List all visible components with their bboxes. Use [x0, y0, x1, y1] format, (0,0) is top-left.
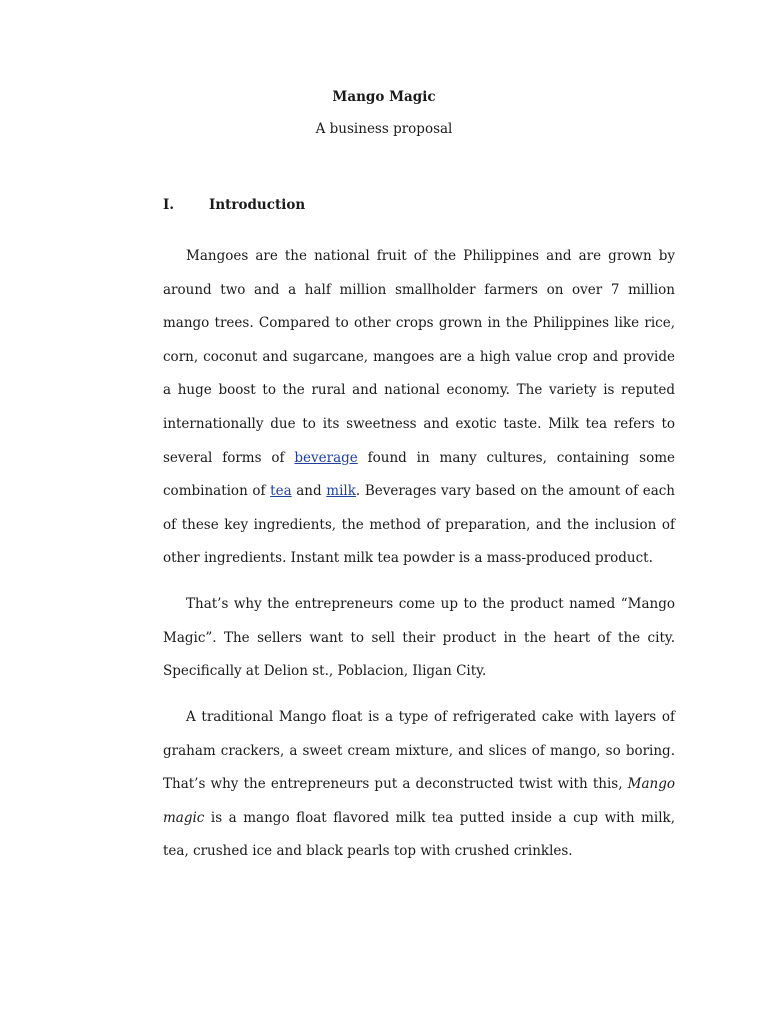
section-title: Introduction — [209, 197, 306, 213]
paragraph-text: is a mango float flavored milk tea putted inside a cup with milk, tea, crushed ice and black pearls top with crushed crinkles. — [163, 809, 675, 859]
tea-link[interactable]: tea — [270, 483, 292, 500]
beverage-link[interactable]: beverage — [294, 449, 358, 466]
product-paragraph — [163, 588, 675, 689]
section-number: I. — [163, 197, 175, 213]
paragraph-text: A traditional Mango float is a type of refrigerated cake with layers of graham crackers, a sweet cream mixture, and slices of mango, so boring. That’s why the entrepreneurs put a deconstructed twist with this, — [163, 709, 675, 792]
document-title: Mango Magic — [332, 89, 436, 105]
paragraph-text: found in many cultures, containing some combination of — [163, 449, 675, 500]
paragraph-text: and — [291, 483, 327, 500]
introduction-paragraph — [163, 240, 675, 576]
mango-float-paragraph — [163, 701, 675, 869]
document-subtitle: A business proposal — [315, 121, 453, 137]
paragraph-text: That’s why the entrepreneurs come up to the product named “Mango Magic”. The sellers want to sell their product in the heart of the city. Specifically at Delion st., Poblacion, Iligan City. — [163, 596, 675, 679]
mango-magic-emphasis: Mango magic — [163, 776, 675, 826]
paragraph-text: . Beverages vary based on the amount of each of these key ingredients, the method of preparation, and the inclusion of other ingredients. Instant milk tea powder is a mass-produced product. — [163, 483, 675, 567]
milk-link[interactable]: milk — [326, 483, 356, 500]
section-heading — [163, 195, 683, 215]
paragraph-text: Mangoes are the national fruit of the Philippines and are grown by around two and a half million smallholder farmers on over 7 million mango trees. Compared to other crops grown in the Philippines like rice, corn, coconut and sugarcane, mangoes are a high value crop and provide a huge boost to the rural and national economy. The variety is reputed internationally due to its sweetness and exotic taste. Milk tea refers to several forms of — [163, 248, 675, 466]
